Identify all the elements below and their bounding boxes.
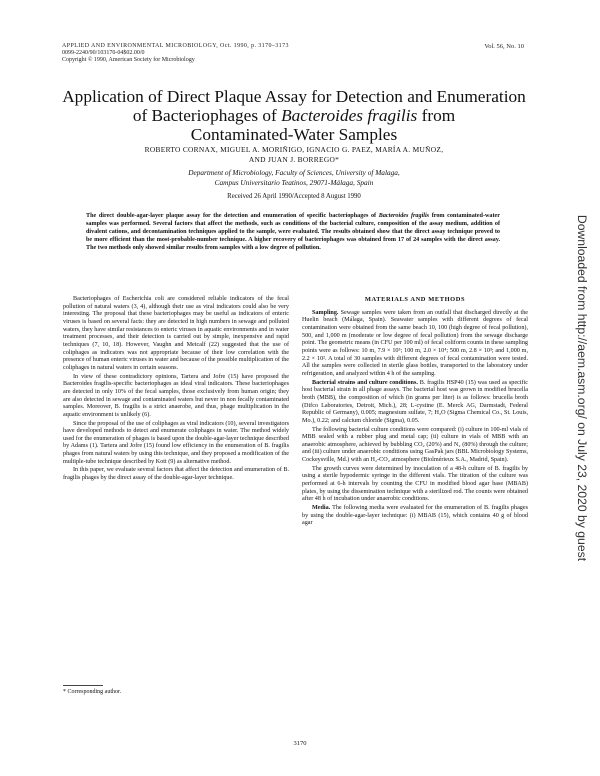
strains-paragraph <box>302 380 528 426</box>
title-line-2-pre: of Bacteriophages of <box>132 106 282 125</box>
right-column <box>302 296 528 528</box>
running-header <box>62 43 392 65</box>
strains-heading: Bacterial strains and culture conditions. <box>312 379 418 386</box>
sampling-text: Sewage samples were taken from an outfall that discharged directly at the Huelin beach (Málaga, Spain). Seawater samples with different degrees of fecal contamination were obtained from the same beach 10, 100 (high degree of fecal pollution), 500, and 1,000 m (moderate or low degree of fecal pollution) from the sewage discharge point. The geometric means (in CFU per 100 ml) of fecal coliform counts in these sampling points were as follows: 10 m, 7.9 × 10⁵; 100 m, 2.0 × 10⁴; 500 m, 2.8 × 10³; and 1,000 m, 2.2 × 10². A total of 30 samples with different degrees of fecal contamination were tested. All the samples were collected in sterile glass bottles, transported to the laboratory under refrigeration, and analyzed within 4 h of the sampling. <box>302 309 528 377</box>
sampling-paragraph <box>302 310 528 379</box>
intro-paragraph-1: Bacteriophages of Escherichia coli are considered reliable indicators of the fecal pollution of natural waters (3, 4), although their use as viral indicators could also be very interesting. The proposal that these bacteriophages may be useful as indicators of enteric viruses is based on several facts: they are detected in high numbers in sewage and polluted waters, they have similar resistances to enteric viruses in aquatic environments and in water treatment processes, and their detection is carried out by simple, inexpensive and rapid techniques (7, 10, 18). However, Vaughn and Metcalf (22) suggested that the use of coliphages as indicators was not appropriate because of their low correlation with the presence of human enteric viruses in water and because of the possible multiplication of the coliphages in natural waters in certain seasons. <box>63 296 289 371</box>
issn-line: 0099-2240/90/103170-04$02.00/0 <box>62 50 145 57</box>
abstract-text-2: from contaminated-water samples was performed. Several factors that affect the methods, such as conditions of the bacterial culture, composition of the assay medium, addition of divalent cations, and decontamination techniques applied to the sample, were evaluated. The results obtained show that the direct assay technique proved to be more efficient than the most-probable-number technique. A higher recovery of bacteriophages was obtained from 17 of 24 samples with the direct assay. The two methods only showed similar results from samples with a low degree of pollution. <box>86 213 500 252</box>
sampling-heading: Sampling. <box>312 309 339 316</box>
download-watermark-text: Downloaded from http://aem.asm.org/ on July 23, 2020 by guest <box>575 214 589 562</box>
affiliation <box>62 168 526 187</box>
title-organism: Bacteroides fragilis <box>281 106 418 125</box>
intro-paragraph-3: Since the proposal of the use of coliphages as viral indicators (10), several investigators have developed methods to detect and enumerate coliphages in water. The method widely used for the enumeration of phages is based upon the double-agar-layer technique described by Adams (1). Tartera and Jofre (15) found low efficiency in the enumeration of B. fragilis phages from natural waters by using this technique, and they proposed a modification of the multiple-tube technique described by Kott (9) as alternative method. <box>63 420 289 465</box>
section-heading-materials-methods: MATERIALS AND METHODS <box>364 296 466 303</box>
volume-issue: Vol. 56, No. 10 <box>484 43 524 50</box>
strains-text: B. fragilis HSP40 (15) was used as specific host bacterial strain in all phage assays. The bacterial host was grown in modified brucella broth (MBB), the composition of which (in grams per liter) is as follows: brucella broth (Difco Laboratories, Detroit, Mich.), 28; L-cystine (E. Merck AG, Darmstadt, Federal Republic of Germany), 0.005; magnesium sulfate, 7; H₂O (Sigma Chemical Co., St. Louis, Mo.), 0.22; and calcium chloride (Sigma), 0.05. <box>302 379 528 424</box>
intro-paragraph-2: In view of these contradictory opinions, Tartera and Jofre (15) have proposed the Bacteroides fragilis-specific bacteriophages as ideal viral indicators. These bacteriophages are detected in only 10% of the fecal samples, those exclusively from human origin; they are also detected in sewage and contaminated waters but never in non fecally contaminated samples. Moreover, B. fragilis is a strict anaerobe, and thus, phage multiplication in the aquatic environment is unlikely (6). <box>63 373 289 418</box>
media-paragraph <box>302 505 528 528</box>
page-number: 3170 <box>293 740 307 747</box>
footnote: * Corresponding author. <box>63 689 122 695</box>
title-line-2-post: from <box>417 106 456 125</box>
affiliation-line-2: Campus Universitario Teatinos, 29071-Málaga, Spain <box>214 177 374 187</box>
left-column <box>63 296 289 483</box>
received-dates: Received 26 April 1990/Accepted 8 August 1990 <box>227 193 361 200</box>
authors-line-2: AND JUAN J. BORREGO* <box>248 155 340 164</box>
culture-conditions-paragraph: The following bacterial culture conditions were compared: (i) culture in 100-ml vials of MBB sealed with a rubber plug and metal cap; (ii) culture in vials of MBB with an anaerobic atmosphere, achieved by bubbling CO₂ (20%) and N₂ (80%) through the culture; and (iii) culture under anaerobic conditions using GasPak jars (BBL Microbiology Systems, Cockeysville, Md.) with an H₂-CO₂ atmosphere (Biolmérieux S.A., Madrid, Spain). <box>302 426 528 464</box>
affiliation-line-1: Department of Microbiology, Faculty of Sciences, University of Malaga, <box>188 168 400 177</box>
abstract <box>86 212 500 252</box>
author-list <box>62 145 526 165</box>
title-line-1: Application of Direct Plaque Assay for Detection and Enumeration <box>62 87 526 106</box>
footnote-divider <box>63 685 103 686</box>
media-text: The following media were evaluated for the enumeration of B. fragilis phages by using the double-agar-layer technique: (i) MBAB (15), which contains 40 g of blood agar <box>302 505 528 527</box>
abstract-text-1: The direct double-agar-layer plaque assay for the detection and enumeration of specific bacteriophages of <box>86 213 377 219</box>
article-title <box>62 87 526 144</box>
authors-line-1: ROBERTO CORNAX, MIGUEL A. MORIÑIGO, IGNACIO G. PAEZ, MARÍA A. MUÑOZ, <box>144 145 444 154</box>
title-line-3: Contaminated-Water Samples <box>190 125 398 144</box>
intro-paragraph-4: In this paper, we evaluate several factors that affect the detection and enumeration of B. fragilis phages by the direct assay of the double-agar-layer technique. <box>63 467 289 482</box>
copyright-line: Copyright © 1990, American Society for Microbiology <box>62 57 195 64</box>
media-heading: Media. <box>312 505 331 512</box>
growth-curves-paragraph: The growth curves were determined by inoculation of a 48-h culture of B. fragilis by using a sterile hypodermic syringe in the different vials. The titration of the culture was performed at 6-h intervals by counting the CFU in modified blood agar base (MBAB) plates, by using the dissemination technique with a sterilized rod. The counts were obtained after 48 h of incubation under anaerobic conditions. <box>302 465 528 503</box>
journal-citation: APPLIED AND ENVIRONMENTAL MICROBIOLOGY, Oct. 1990, p. 3170–3173 <box>62 43 289 49</box>
abstract-organism: Bacteroides fragilis <box>378 213 430 219</box>
